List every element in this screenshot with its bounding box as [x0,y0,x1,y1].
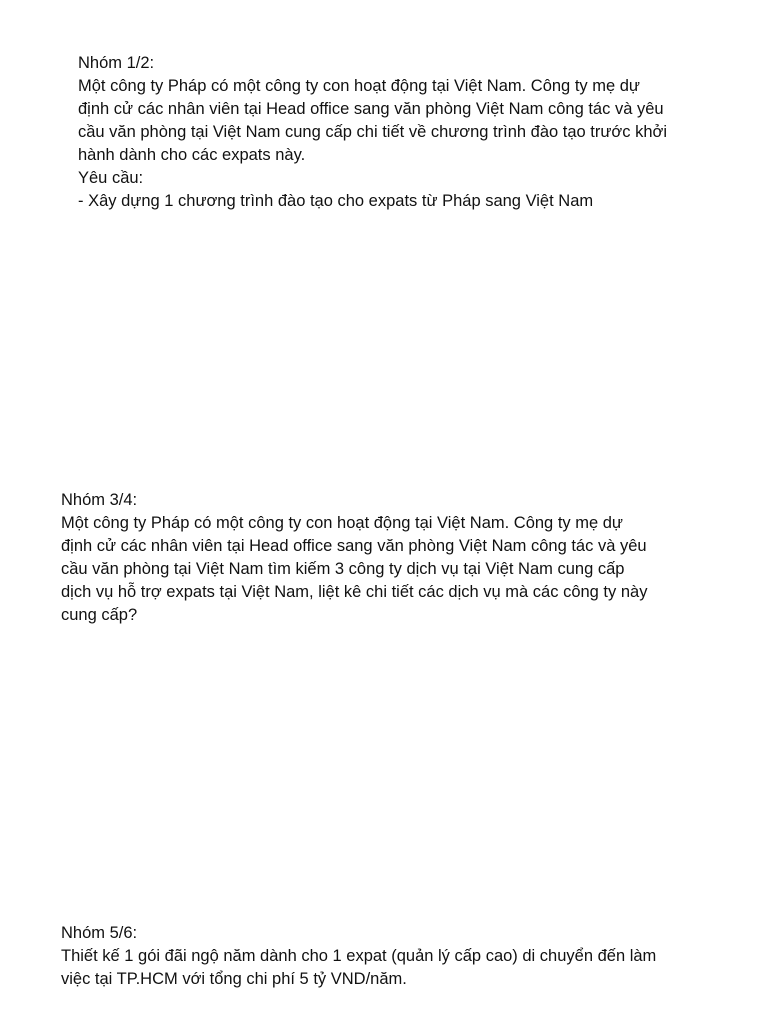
text-line: dịch vụ hỗ trợ expats tại Việt Nam, liệt kê chi tiết các dịch vụ mà các công ty này [61,583,648,601]
requirement-heading: Yêu cầu: [78,169,144,187]
text-line: định cử các nhân viên tại Head office sang văn phòng Việt Nam công tác và yêu [61,537,647,555]
text-line: Một công ty Pháp có một công ty con hoạt động tại Việt Nam. Công ty mẹ dự [61,514,623,532]
group-title: Nhóm 3/4: [61,491,138,509]
text-line: Thiết kế 1 gói đãi ngộ năm dành cho 1 expat (quản lý cấp cao) di chuyển đến làm [61,947,657,965]
text-line: hành dành cho các expats này. [78,146,306,164]
group-3-4-section [61,489,647,627]
text-line: định cử các nhân viên tại Head office sang văn phòng Việt Nam công tác và yêu [78,100,664,118]
group-title: Nhóm 5/6: [61,924,138,942]
text-line: cung cấp? [61,606,138,624]
text-line: việc tại TP.HCM với tổng chi phí 5 tỷ VND/năm. [61,970,407,988]
text-line: cầu văn phòng tại Việt Nam cung cấp chi tiết về chương trình đào tạo trước khởi [78,123,667,141]
group-5-6-section [61,922,656,991]
text-line: cầu văn phòng tại Việt Nam tìm kiếm 3 công ty dịch vụ tại Việt Nam cung cấp [61,560,625,578]
group-1-2-section [78,52,667,213]
requirement-item: - Xây dựng 1 chương trình đào tạo cho expats từ Pháp sang Việt Nam [78,192,594,210]
group-title: Nhóm 1/2: [78,54,155,72]
text-line: Một công ty Pháp có một công ty con hoạt động tại Việt Nam. Công ty mẹ dự [78,77,640,95]
